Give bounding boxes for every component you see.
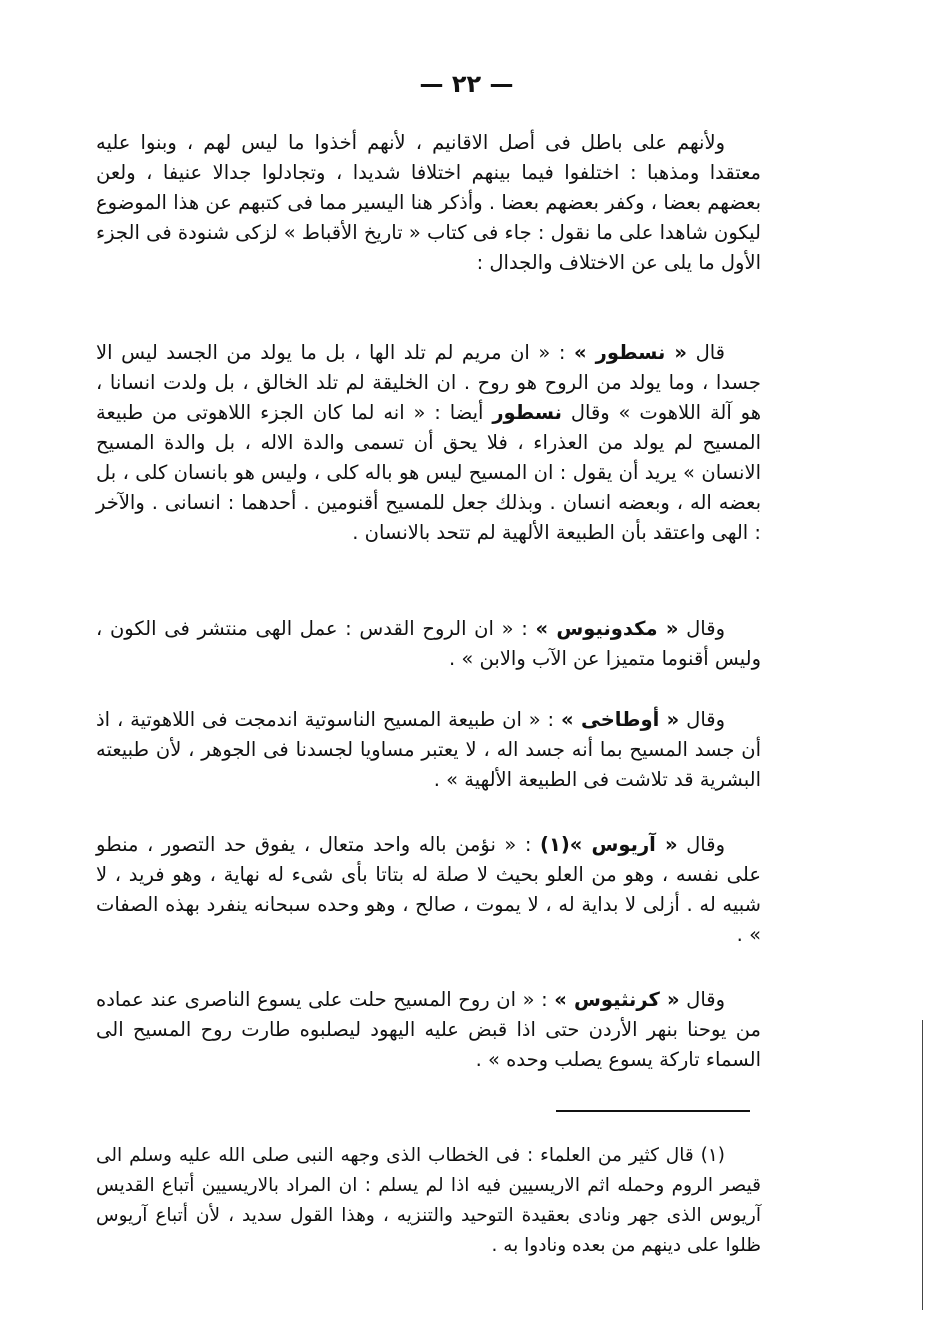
name-nestorius: « نسطور » bbox=[573, 341, 688, 364]
quote-text: : « نؤمن باله واحد متعال ، يفوق حد التصور ، منطو على نفسه ، وهو من العلو بحيث لا صلة له بتاتا بأى شىء له نهاية ، وهو فريد ، لا شبيه له . أزلى لا بداية له ، لا يموت ، صالح ، وهو وحده سبحانه ينفرد بهذه الصفات » . bbox=[96, 833, 761, 946]
footnote: (١) قال كثير من العلماء : فى الخطاب الذى وجهه النبى صلى الله عليه وسلم الى قيصر الروم وحمله اثم الاريسيين فيه اذا لم يسلم : ان المراد بالاريسيين أتباع القديس آريوس الذى جهر ونادى بعقيدة التوحيد والتنزيه ، وهذا القول سديد ، لأن أتباع آريوس ظلوا على دينهم من بعده ونادوا به . bbox=[96, 1144, 761, 1256]
name-eutyches: « أوطاخى » bbox=[560, 708, 680, 731]
name-nestorius-inline: نسطور bbox=[492, 401, 562, 424]
quote-text-continued: أيضا : « انه لما كان الجزء اللاهوتى من طبيعة المسيح لم يولد من العذراء ، فلا يحق أن تسمى والدة الاله ، بل والدة المسيح الانسان » يريد أن يقول : ان المسيح ليس هو باله كلى ، وليس هو بانسان كلى ، بل بعضه اله ، وبعضه انسان . وبذلك جعل للمسيح أقنومين . أحدهما : انسانى . والآخر : الهى واعتقد بأن الطبيعة الألهية لم تتحد بالانسان . bbox=[96, 401, 761, 544]
para-lead-text: وقال bbox=[677, 833, 725, 856]
paragraph-intro-text: ولأنهم على باطل فى أصل الاقانيم ، لأنهم أخذوا ما ليس لهم ، وبنوا عليه معتقدا ومذهبا : اختلفوا فيما بينهم اختلافا شديدا ، وتجادلوا جدالا عنيفا ، ولعن بعضهم بعضا ، وكفر بعضهم بعضا . وأذكر هنا اليسير مما فى كتبهم عن هذا الموضوع ليكون شاهدا على ما نقول : جاء فى كتاب « تاريخ الأقباط » لزكى شنودة فى الجزء الأول ما يلى عن الاختلاف والجدال : bbox=[96, 131, 761, 274]
footnote-divider bbox=[556, 1110, 750, 1112]
name-cerinthus: « كرنثيوس » bbox=[554, 988, 680, 1011]
paragraph-arius bbox=[96, 830, 761, 950]
name-arius: « آريوس »(١) bbox=[540, 833, 678, 856]
para-lead-text: وقال bbox=[678, 617, 725, 640]
paragraph-nestorius bbox=[96, 338, 761, 548]
quote-text: : « ان مريم لم تلد الها ، بل ما يولد من الجسد ليس الا جسدا ، وما يولد من الروح هو روح . ان الخليقة لم تلد الخالق ، بل ولدت انسانا ، هو آلة اللاهوت » وقال bbox=[96, 341, 761, 424]
paragraph-macedonius bbox=[96, 614, 761, 674]
page-number: — ٢٢ — bbox=[419, 70, 514, 98]
paragraph-eutyches bbox=[96, 705, 761, 795]
para-lead-text: قال bbox=[687, 341, 726, 364]
scan-edge-mark bbox=[922, 1020, 923, 1310]
quote-text: : « ان روح المسيح حلت على يسوع الناصرى عند عماده من يوحنا بنهر الأردن حتى اذا قبض عليه اليهود ليصلبوه طارت روح المسيح الى السماء تاركة يسوع يصلب وحده » . bbox=[96, 988, 761, 1071]
paragraph-cerinthus bbox=[96, 985, 761, 1075]
quote-text: : « ان الروح القدس : عمل الهى منتشر فى الكون ، وليس أقنوما متميزا عن الآب والابن » . bbox=[96, 617, 761, 670]
quote-text: : « ان طبيعة المسيح الناسوتية اندمجت فى اللاهوتية ، اذ أن جسد المسيح بما أنه جسد اله ، لا يعتبر مساويا لجسدنا فى الجوهر ، لأن طبيعته البشرية قد تلاشت فى الطبيعة الألهية » . bbox=[96, 708, 761, 791]
paragraph-intro bbox=[96, 128, 761, 278]
name-macedonius: « مكدونيوس » bbox=[535, 617, 679, 640]
para-lead-text: وقال bbox=[679, 708, 725, 731]
para-lead-text: وقال bbox=[679, 988, 725, 1011]
